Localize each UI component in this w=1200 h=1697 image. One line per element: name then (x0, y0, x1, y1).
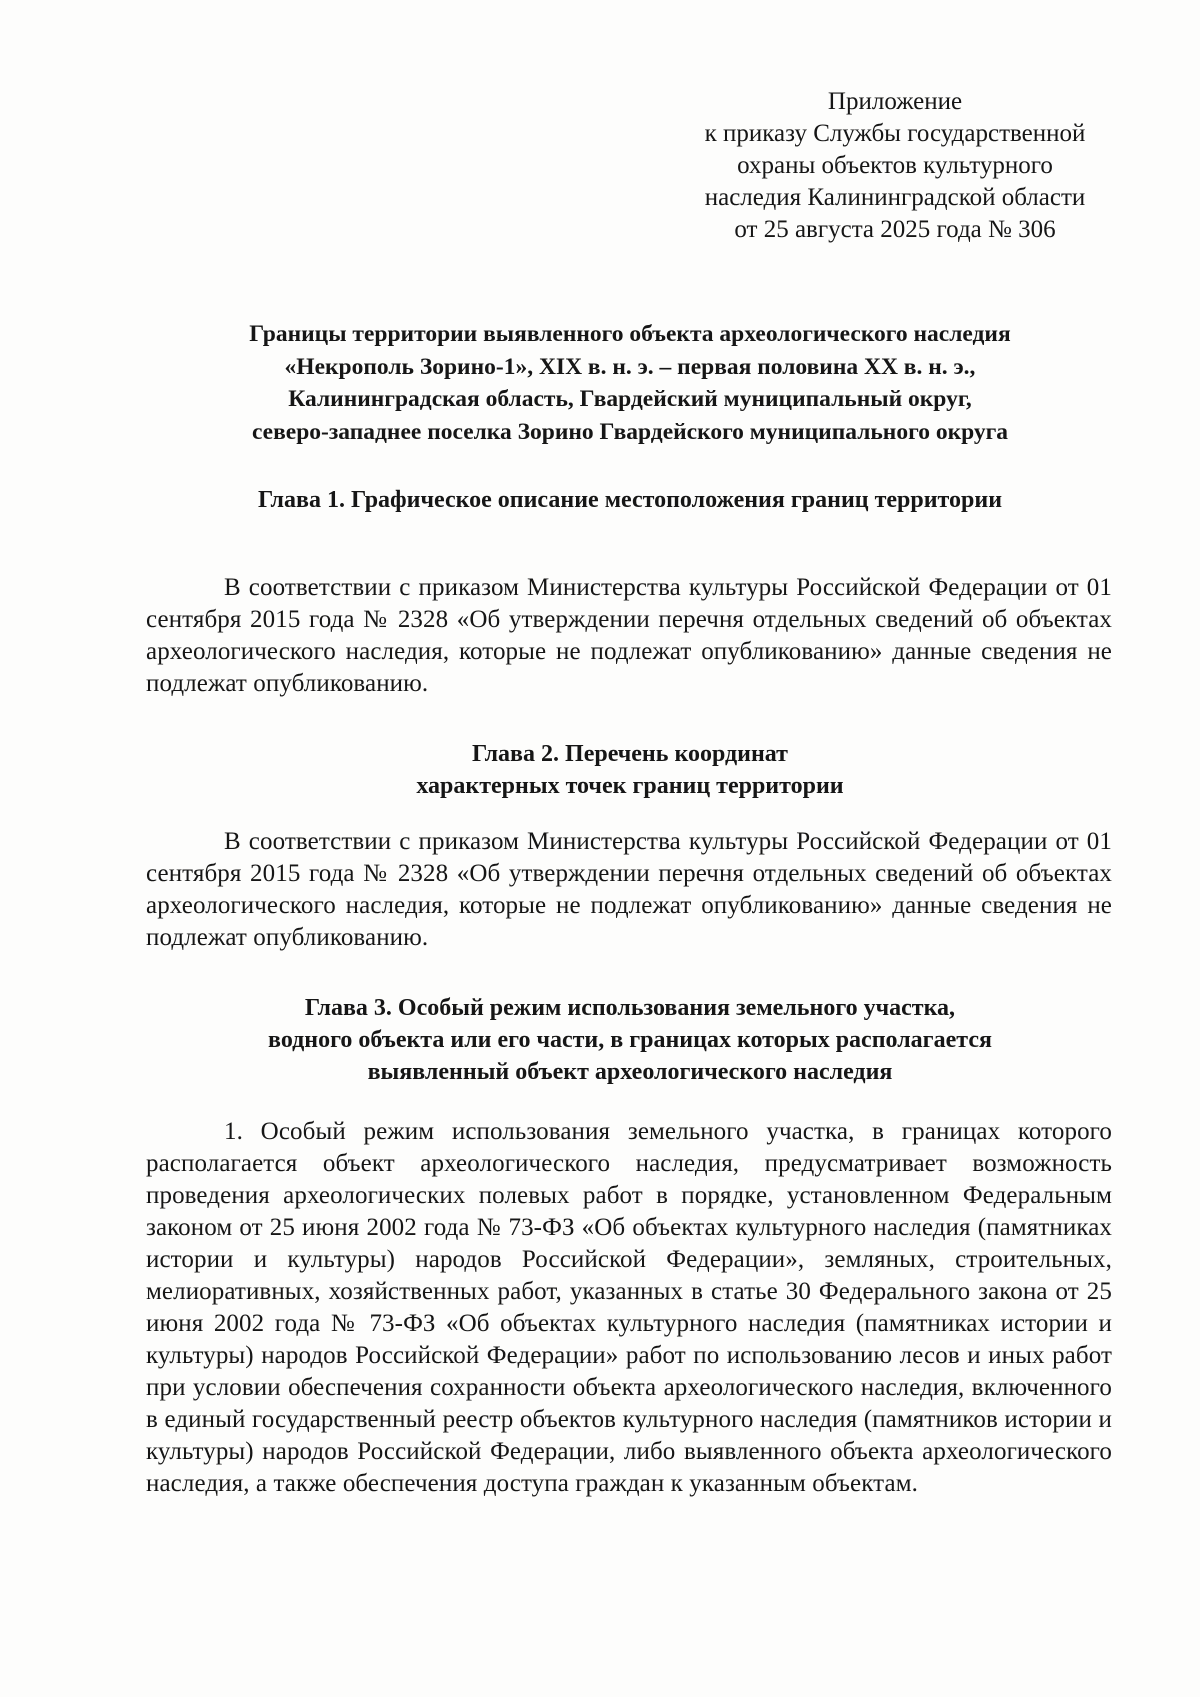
appendix-line: Приложение (827, 88, 963, 115)
heading-line: Глава 1. Графическое описание местоположения границ территории (257, 487, 1003, 513)
document-title (150, 318, 1110, 448)
appendix-line: к приказу Службы государственной (704, 120, 1086, 147)
heading-line: характерных точек границ территории (416, 773, 844, 799)
chapter-2-paragraph: В соответствии с приказом Министерства культуры Российской Федерации от 01 сентября 2015 года № 2328 «Об утверждении перечня отдельных сведений об объектах археологического наследия, которые не подлежат опубликованию» данные сведения не подлежат опубликованию. (146, 828, 1112, 951)
heading-line: выявленный объект археологического наследия (367, 1059, 893, 1085)
appendix-line: от 25 августа 2025 года № 306 (734, 216, 1056, 243)
title-line: Калининградская область, Гвардейский муниципальный округ, (288, 386, 972, 412)
heading-line: водного объекта или его части, в границах которых располагается (268, 1027, 992, 1053)
chapter-3-heading (150, 992, 1110, 1088)
heading-line: Глава 3. Особый режим использования земельного участка, (304, 995, 956, 1021)
title-line: северо-западнее поселка Зорино Гвардейского муниципального округа (251, 418, 1009, 445)
appendix-block (672, 86, 1118, 246)
chapter-2-heading (150, 738, 1110, 802)
appendix-line: охраны объектов культурного (737, 152, 1053, 179)
chapter-1-paragraph: В соответствии с приказом Министерства культуры Российской Федерации от 01 сентября 2015 года № 2328 «Об утверждении перечня отдельных сведений об объектах археологического наследия, которые не подлежат опубликованию» данные сведения не подлежат опубликованию. (146, 574, 1112, 697)
chapter-3-paragraph: 1. Особый режим использования земельного участка, в границах которого располагается объект археологического наследия, предусматривает возможность проведения археологических полевых работ в порядке, установленном Федеральным законом от 25 июня 2002 года № 73-ФЗ «Об объектах культурного наследия (памятниках истории и культуры) народов Российской Федерации», земляных, строительных, мелиоративных, хозяйственных работ, указанных в статье 30 Федерального закона от 25 июня 2002 года № 73-ФЗ «Об объектах культурного наследия (памятниках истории и культуры) народов Российской Федерации» работ по использованию лесов и иных работ при условии обеспечения сохранности объекта археологического наследия, включенного в единый государственный реестр объектов культурного наследия (памятников истории и культуры) народов Российской Федерации, либо выявленного объекта археологического наследия, а также обеспечения доступа граждан к указанным объектам. (146, 1118, 1112, 1497)
chapter-1-heading (150, 484, 1110, 516)
heading-line: Глава 2. Перечень координат (472, 741, 788, 767)
title-line: Границы территории выявленного объекта археологического наследия (249, 321, 1011, 347)
title-line: «Некрополь Зорино-1», XIX в. н. э. – первая половина XX в. н. э., (284, 353, 976, 380)
appendix-line: наследия Калининградской области (704, 184, 1086, 211)
